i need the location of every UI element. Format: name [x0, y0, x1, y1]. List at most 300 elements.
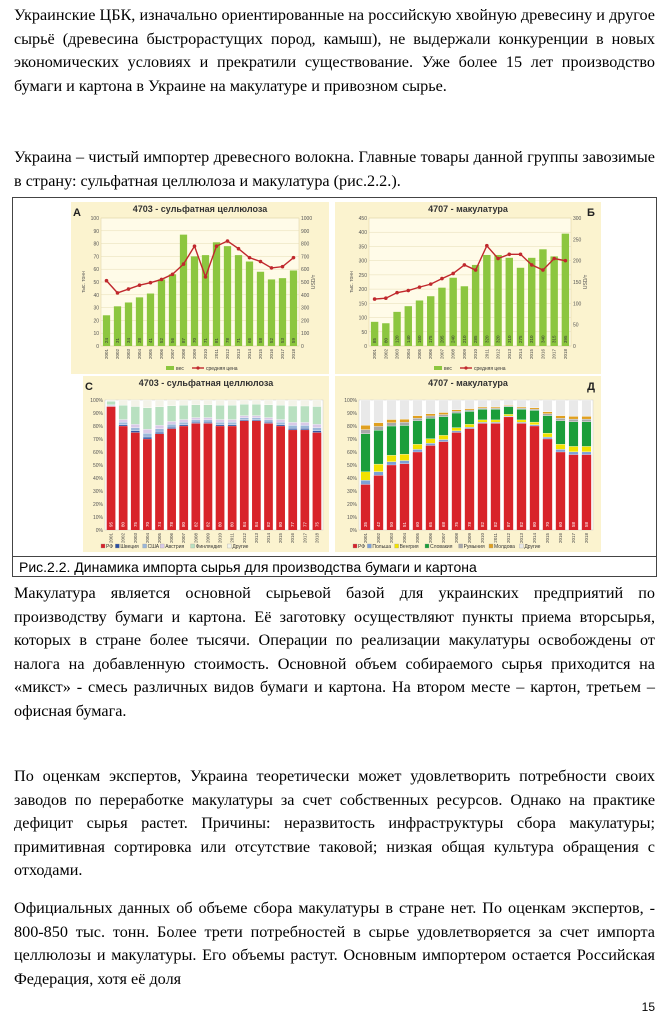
x-tick-label: 2012 [225, 349, 230, 360]
bar-segment-usa [155, 429, 164, 432]
bar-segment-finland [313, 407, 322, 425]
bar-segment-slovakia [374, 430, 383, 464]
bar-segment-russia [143, 439, 152, 530]
price-point [496, 257, 500, 261]
bar-segment-slovakia [530, 410, 539, 422]
bar-segment-other [204, 400, 213, 405]
x-tick-label: 2004 [405, 349, 411, 360]
bar-segment-sweden [288, 428, 297, 429]
y-tick-left: 90 [93, 228, 99, 235]
legend-label: Румыния [463, 544, 485, 550]
bar-segment-poland [361, 480, 370, 484]
x-tick-label: 2007 [170, 349, 175, 360]
bar-value-label: 240 [450, 335, 456, 343]
chart-b-svg [335, 202, 601, 374]
chart-bar [169, 274, 176, 346]
y-tick: 90% [346, 411, 357, 417]
x-tick-label: 2016 [290, 533, 296, 544]
chart-bar [550, 256, 557, 346]
x-tick-label: 2009 [461, 349, 467, 360]
x-tick-label: 2001 [363, 533, 368, 544]
price-point [519, 252, 523, 256]
y-tick-right: 900 [301, 228, 310, 235]
chart-bar [235, 255, 242, 346]
chart-title: 4707 - макулатура [428, 204, 508, 214]
bar-segment-moldova [569, 416, 578, 419]
y-tick: 90% [92, 411, 103, 417]
bar-segment-finland [179, 405, 188, 419]
x-tick-label: 2006 [428, 349, 434, 360]
price-point [171, 273, 175, 277]
x-tick-label: 2010 [203, 349, 208, 360]
legend-label-price: средняя цена [474, 366, 506, 372]
x-tick-label: 2008 [454, 533, 459, 544]
legend-label-weight: вес [176, 366, 184, 372]
x-tick-label: 2017 [551, 349, 557, 360]
bar-value-label: 320 [484, 335, 490, 343]
bar-segment-russia [240, 421, 249, 530]
bar-segment-other [288, 400, 297, 406]
bar-value-label: 310 [506, 335, 512, 343]
bar-segment-romania [413, 418, 422, 421]
y-tick-left: 20 [93, 318, 99, 325]
paragraph-3: Макулатура является основной сырьевой базой для украинских предприятий по производству бумаги и картона. Её заготовку осуществляют пункты приема вторсырья, которых в стране более тысячи. Операции по реализации макулатуры освобождены от налога на добавленную стоимость. Основной объем собираемого сырья приходится на «микст» - смесь различных видов бумаги и картона. На втором месте – картон, третьем – офисная бумага. [14, 584, 655, 720]
y-tick-right: 300 [573, 216, 582, 222]
bar-segment-poland [426, 443, 435, 445]
bar-value-label: 66 [247, 337, 252, 343]
chart-bar [517, 268, 524, 346]
chart-bar [562, 234, 569, 346]
legend-swatch [160, 544, 164, 548]
x-tick-label: 2002 [383, 349, 389, 360]
x-tick-label: 2010 [480, 533, 485, 544]
bar-segment-finland [252, 404, 261, 415]
bar-value-label: 395 [562, 335, 568, 343]
bar-segment-other [504, 400, 513, 405]
bar-segment-russia [300, 430, 309, 530]
chart-panel-c [83, 376, 329, 552]
legend-swatch [489, 544, 493, 548]
bar-segment-usa [143, 433, 152, 437]
bar-segment-sweden [276, 425, 285, 426]
price-point [138, 283, 142, 287]
x-tick-label: 2004 [402, 533, 407, 544]
y-axis-label-left: тыс. тонн [349, 271, 355, 293]
bar-segment-finland [288, 406, 297, 422]
bar-segment-other [300, 400, 309, 406]
x-tick-label: 2013 [519, 533, 524, 544]
x-tick-label: 2004 [137, 349, 142, 360]
bar-segment-russia [530, 426, 539, 530]
x-tick-label: 2003 [126, 349, 131, 360]
bar-value-label: 50 [389, 521, 394, 527]
bar-segment-russia [543, 439, 552, 530]
chart-bar [246, 262, 253, 346]
bar-value-label: 87 [181, 337, 186, 343]
bar-segment-sweden [155, 432, 164, 434]
bar-value-label: 71 [236, 337, 241, 343]
price-point [292, 256, 296, 260]
price-point [160, 278, 164, 282]
bar-segment-other [491, 400, 500, 407]
bar-segment-other [530, 400, 539, 408]
x-tick-label: 2015 [545, 533, 550, 544]
y-tick: 30% [92, 489, 103, 495]
bar-value-label: 51 [402, 521, 407, 527]
price-point [226, 239, 230, 243]
page-number: 15 [641, 1000, 655, 1014]
price-point [485, 244, 489, 248]
bar-value-label: 82 [205, 521, 211, 527]
bar-value-label: 80 [278, 521, 284, 527]
bar-segment-austria [131, 424, 140, 427]
bar-segment-russia [478, 423, 487, 530]
legend-label: США [147, 544, 160, 550]
bar-segment-moldova [517, 407, 526, 408]
paragraph-2: Украина – чистый импортер древесного волокна. Главные товары данной группы завозимые в страну: сульфатная целлюлоза и макулатура (рис.2.2.). [14, 148, 655, 190]
bar-segment-romania [439, 415, 448, 417]
x-tick-label: 2007 [181, 533, 187, 544]
y-tick: 80% [346, 424, 357, 430]
y-tick: 100% [344, 398, 357, 404]
bar-value-label: 340 [540, 335, 546, 343]
bar-segment-finland [300, 406, 309, 422]
x-tick-label: 2009 [192, 349, 197, 360]
x-tick-label: 2007 [439, 349, 445, 360]
bar-value-label: 65 [428, 521, 433, 527]
bar-segment-slovakia [543, 416, 552, 434]
bar-segment-sweden [167, 427, 176, 428]
y-tick-left: 100 [358, 315, 367, 322]
bar-segment-sweden [179, 425, 188, 426]
bar-segment-usa [119, 422, 128, 425]
bar-segment-sweden [300, 428, 309, 429]
bar-value-label: 87 [506, 521, 511, 527]
chart-bar [506, 258, 513, 346]
y-tick-left: 60 [93, 267, 99, 274]
y-tick: 70% [346, 437, 357, 443]
bar-segment-slovakia [504, 407, 513, 415]
x-tick-label: 2005 [417, 349, 422, 360]
bar-segment-other [387, 400, 396, 420]
y-tick-right: 600 [301, 267, 310, 274]
bar-segment-other [569, 400, 578, 416]
bar-value-label: 205 [439, 335, 445, 343]
x-tick-label: 2008 [193, 533, 199, 544]
x-tick-label: 2014 [247, 349, 252, 360]
bar-segment-russia [216, 426, 225, 530]
legend-label: Финляндия [195, 544, 222, 550]
bar-segment-russia [155, 434, 164, 530]
price-point [116, 291, 120, 295]
bar-segment-moldova [452, 410, 461, 412]
chart-title: 4707 - макулатура [428, 378, 508, 388]
bar-segment-finland [131, 407, 140, 425]
y-tick-left: 450 [358, 216, 367, 222]
y-tick-right: 500 [301, 280, 310, 286]
bar-segment-hungary [543, 433, 552, 437]
x-tick-label: 2007 [441, 533, 446, 544]
y-tick: 20% [346, 502, 357, 508]
legend-swatch-weight [434, 366, 442, 370]
bar-segment-poland [413, 449, 422, 452]
bar-segment-moldova [491, 407, 500, 408]
bar-segment-moldova [426, 414, 435, 416]
bar-value-label: 71 [203, 337, 208, 343]
y-tick: 30% [346, 489, 357, 495]
bar-value-label: 140 [405, 335, 411, 343]
bar-segment-poland [543, 437, 552, 439]
bar-value-label: 80 [217, 521, 223, 527]
bar-segment-usa [179, 422, 188, 425]
chart-panel-letter: Б [587, 207, 595, 219]
bar-segment-poland [556, 449, 565, 452]
bar-segment-hungary [387, 455, 396, 462]
legend-swatch [143, 544, 147, 548]
bar-segment-slovakia [465, 411, 474, 424]
bar-segment-romania [582, 419, 591, 422]
bar-value-label: 42 [376, 521, 381, 527]
bar-segment-other [191, 400, 200, 405]
bar-segment-russia [252, 421, 261, 530]
x-tick-label: 2010 [217, 533, 223, 544]
chart-bar [279, 278, 286, 346]
bar-segment-russia [119, 426, 128, 530]
bar-value-label: 275 [518, 335, 523, 343]
y-tick: 70% [92, 437, 103, 443]
bar-segment-hungary [439, 435, 448, 439]
bar-segment-usa [240, 418, 249, 420]
x-tick-label: 2003 [132, 533, 138, 544]
x-tick-label: 2015 [529, 349, 535, 360]
bar-segment-hungary [582, 446, 591, 451]
bar-segment-austria [288, 422, 297, 425]
bar-value-label: 41 [148, 337, 153, 343]
bar-segment-other [439, 400, 448, 412]
y-tick: 0% [95, 528, 103, 534]
y-tick-left: 350 [358, 244, 367, 251]
chart-bar [494, 255, 501, 346]
bar-segment-finland [119, 405, 128, 419]
legend-label: Другие [232, 544, 249, 550]
y-tick-left: 50 [361, 329, 367, 336]
y-tick-left: 0 [364, 344, 367, 350]
bar-value-label: 68 [441, 521, 446, 527]
chart-d-svg [335, 376, 601, 552]
bar-segment-other [155, 400, 164, 407]
bar-segment-russia [288, 430, 297, 530]
bar-value-label: 74 [157, 521, 162, 527]
bar-value-label: 84 [253, 521, 259, 527]
bar-segment-usa [264, 420, 273, 422]
bar-segment-sweden [216, 425, 225, 426]
price-point [149, 281, 153, 285]
bar-segment-russia [387, 465, 396, 530]
price-point [406, 289, 410, 293]
chart-a-svg [71, 202, 329, 374]
x-tick-label: 2015 [278, 533, 284, 544]
x-tick-label: 2010 [473, 349, 479, 360]
bar-value-label: 77 [302, 521, 308, 527]
bar-segment-austria [276, 420, 285, 423]
bar-value-label: 52 [159, 337, 164, 343]
bar-segment-russia [426, 446, 435, 531]
bar-value-label: 38 [137, 337, 142, 343]
x-tick-label: 2003 [389, 533, 394, 544]
chart-panel-letter: Д [587, 381, 595, 393]
x-tick-label: 2017 [280, 349, 285, 360]
x-tick-label: 2009 [205, 533, 211, 544]
bar-segment-sweden [313, 431, 322, 433]
bar-segment-austria [167, 421, 176, 424]
bar-segment-romania [465, 410, 474, 411]
bar-segment-romania [452, 411, 461, 413]
x-tick-label: 2002 [120, 533, 126, 544]
bar-value-label: 77 [290, 521, 296, 527]
bar-segment-moldova [439, 412, 448, 414]
bar-segment-sweden [143, 437, 152, 439]
bar-segment-moldova [556, 416, 565, 419]
bar-segment-russia [191, 423, 200, 530]
price-point [281, 265, 285, 269]
bar-segment-usa [131, 428, 140, 431]
bar-segment-russia [504, 417, 513, 530]
price-point [270, 266, 274, 270]
x-tick-label: 2001 [108, 533, 114, 544]
bar-segment-romania [569, 419, 578, 422]
figure-2-2 [12, 197, 657, 577]
x-tick-label: 2011 [484, 349, 490, 359]
bar-value-label: 82 [493, 521, 498, 527]
price-point [373, 297, 377, 301]
bar-segment-slovakia [569, 422, 578, 447]
bar-segment-romania [543, 414, 552, 416]
bar-segment-russia [465, 429, 474, 530]
price-point [204, 275, 208, 279]
bar-segment-slovakia [517, 409, 526, 420]
bar-segment-other [313, 400, 322, 407]
bar-segment-sweden [204, 422, 213, 423]
x-tick-label: 2017 [571, 533, 576, 544]
bar-value-label: 78 [169, 521, 175, 527]
y-tick: 50% [92, 463, 103, 469]
bar-segment-poland [465, 427, 474, 428]
y-tick-left: 80 [93, 241, 99, 248]
legend-swatch [367, 544, 371, 548]
bar-value-label: 82 [193, 521, 199, 527]
bar-segment-usa [228, 422, 237, 425]
y-axis-label-left: тыс. тонн [81, 271, 87, 293]
bar-segment-poland [374, 472, 383, 476]
bar-segment-other [413, 400, 422, 416]
bar-segment-slovakia [400, 425, 409, 454]
bar-segment-slovakia [361, 434, 370, 472]
legend-marker-price [196, 366, 199, 369]
chart-title: 4703 - сульфатная целлюлоза [138, 378, 274, 388]
price-point [507, 252, 511, 256]
x-tick-label: 2006 [428, 533, 433, 544]
price-point [463, 263, 467, 267]
x-tick-label: 2011 [493, 533, 498, 543]
x-tick-label: 2005 [415, 533, 420, 544]
bar-segment-moldova [465, 409, 474, 410]
bar-segment-russia [167, 429, 176, 530]
bar-segment-austria [119, 420, 128, 423]
bar-segment-finland [155, 407, 164, 426]
bar-segment-russia [491, 423, 500, 530]
bar-segment-russia [439, 442, 448, 530]
price-point [182, 262, 186, 266]
bar-value-label: 31 [115, 337, 120, 343]
bar-segment-russia [517, 423, 526, 530]
x-tick-label: 2003 [394, 349, 400, 360]
bar-segment-other [517, 400, 526, 407]
bar-segment-other [228, 400, 237, 405]
bar-value-label: 56 [170, 337, 175, 343]
chart-bar [539, 249, 546, 346]
bar-value-label: 75 [314, 521, 320, 527]
y-tick-left: 300 [358, 258, 367, 265]
bar-value-label: 210 [461, 335, 467, 343]
x-tick-label: 2015 [258, 349, 263, 360]
y-tick: 80% [92, 424, 103, 430]
x-tick-label: 2008 [181, 349, 186, 360]
bar-segment-finland [240, 404, 249, 415]
x-tick-label: 2001 [372, 349, 378, 360]
chart-panel-a [71, 202, 329, 374]
bar-segment-romania [387, 423, 396, 426]
bar-segment-austria [204, 418, 213, 420]
legend-label: Венгрия [399, 544, 419, 550]
x-tick-label: 2009 [467, 533, 472, 544]
bar-segment-poland [387, 462, 396, 465]
chart-bar [528, 258, 535, 346]
bar-value-label: 60 [558, 521, 563, 527]
bar-segment-other [465, 400, 474, 409]
bar-segment-usa [313, 428, 322, 431]
bar-segment-moldova [543, 412, 552, 414]
y-tick: 20% [92, 502, 103, 508]
bar-segment-finland [204, 405, 213, 418]
y-tick-right: 0 [301, 344, 304, 350]
y-tick-left: 30 [93, 305, 99, 312]
y-tick: 10% [346, 515, 357, 521]
bar-segment-russia [582, 455, 591, 530]
y-tick-right: 100 [301, 331, 310, 338]
y-tick: 50% [346, 463, 357, 469]
bar-value-label: 85 [372, 337, 378, 343]
y-tick-left: 40 [93, 292, 99, 299]
bar-segment-slovakia [426, 418, 435, 438]
y-axis-label-right: USD/т [311, 274, 317, 290]
chart-bar [472, 265, 479, 346]
bar-segment-finland [191, 405, 200, 418]
bar-segment-other [252, 400, 261, 404]
price-point [105, 279, 109, 283]
x-tick-label: 2013 [506, 349, 512, 360]
bar-segment-finland [167, 406, 176, 422]
y-tick-right: 300 [301, 305, 310, 312]
bar-value-label: 82 [266, 521, 271, 527]
chart-panel-letter: А [73, 207, 81, 219]
x-tick-label: 2011 [214, 349, 219, 359]
bar-segment-other [543, 400, 552, 412]
bar-value-label: 58 [258, 337, 263, 343]
y-tick: 100% [90, 398, 103, 404]
x-tick-label: 2012 [506, 533, 511, 544]
bar-segment-hungary [426, 439, 435, 444]
y-tick-left: 0 [96, 344, 99, 350]
